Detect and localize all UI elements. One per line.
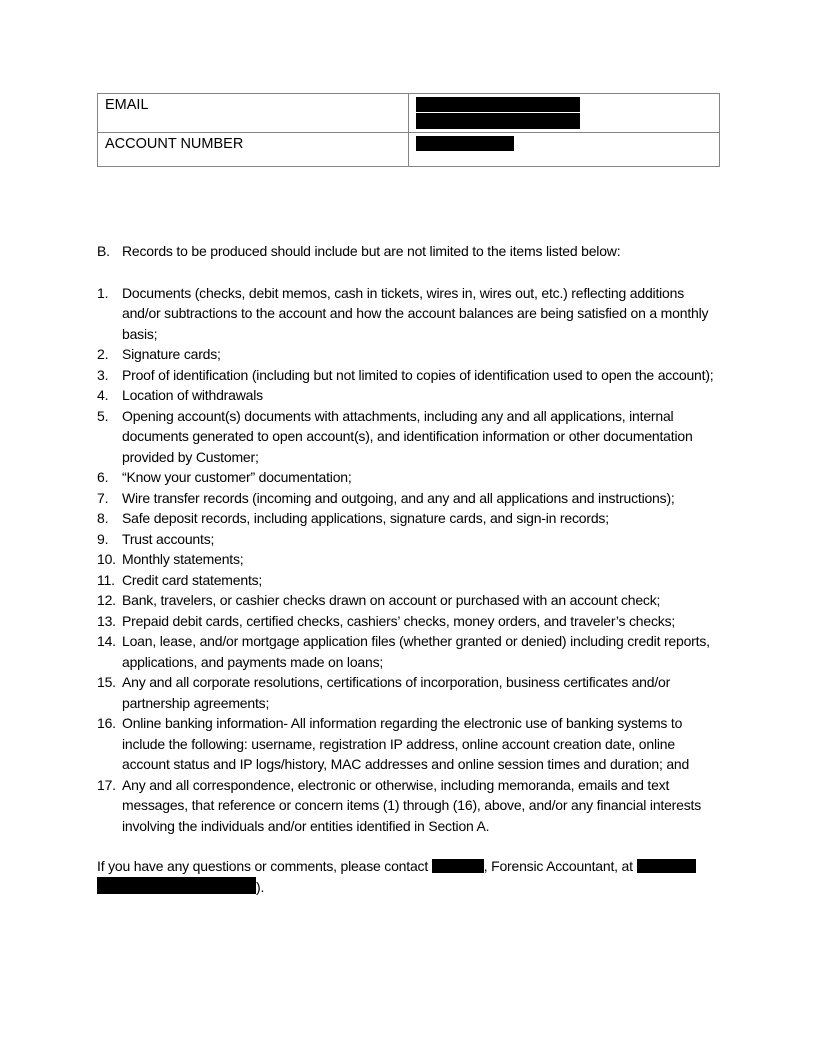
list-item-5 [97,406,720,468]
email-value-cell [409,94,720,133]
list-item-text: Safe deposit records, including applications, signature cards, and sign-in records; [122,510,609,526]
list-item-3 [97,365,720,386]
list-item-number: 5. [97,407,109,424]
closing-text-part1: If you have any questions or comments, please contact [97,858,432,874]
closing-line-1 [97,856,720,877]
redaction-bar [432,859,484,873]
list-item-text: Online banking information- All information regarding the electronic use of banking systems to include the following: username, registration IP address, online account creation date, online account status and IP logs/history, MAC addresses and online session times and duration; and [122,715,690,772]
closing-text-part2: , Forensic Accountant, at [483,858,637,874]
list-item-text: Wire transfer records (incoming and outgoing, and any and all applications and instructions); [122,489,675,506]
list-item-17 [97,775,720,837]
list-item-text: Opening account(s) documents with attachments, including any and all applications, internal documents generated to open account(s), and identification information or other documentation provided by Customer; [122,407,693,465]
redaction-bar [97,877,256,894]
list-item-text: Loan, lease, and/or mortgage application files (whether granted or denied) including credit reports, applications, and payments made on loans; [122,633,710,670]
list-item-number: 15. [97,674,116,690]
table-row-email [98,94,720,133]
closing-line-2 [97,877,720,898]
list-item-2 [97,344,720,365]
account-number-value-cell [409,133,720,167]
list-item-number: 8. [97,510,109,526]
list-item-15 [97,672,720,713]
redaction-bar [637,859,696,873]
list-item-number: 14. [97,633,116,649]
list-item-8 [97,508,720,529]
section-b-heading [97,241,720,262]
list-item-1 [97,283,720,345]
list-item-text: Signature cards; [122,346,221,362]
list-item-12 [97,590,720,611]
list-item-number: 7. [97,489,109,506]
list-item-number: 9. [97,530,109,547]
list-item-text: Location of withdrawals [122,387,263,403]
redaction-bar [416,136,514,151]
list-item-text: “Know your customer” documentation; [122,469,352,485]
list-item-text: Proof of identification (including but not limited to copies of identification used to open the account); [122,366,714,383]
list-item-6 [97,467,720,488]
list-item-16 [97,713,720,775]
email-label-cell [98,94,409,133]
section-b-text: Records to be produced should include but are not limited to the items listed below: [122,243,621,259]
closing-text-suffix: ). [256,878,265,895]
account-number-label: ACCOUNT NUMBER [105,136,244,152]
email-label: EMAIL [105,97,149,113]
list-item-number: 17. [97,776,116,793]
list-item-number: 3. [97,366,109,383]
list-item-text: Any and all corporate resolutions, certifications of incorporation, business certificates and/or partnership agreements; [122,674,671,711]
list-item-number: 2. [97,346,109,362]
list-item-number: 16. [97,715,116,731]
records-list [97,283,720,837]
list-item-number: 13. [97,612,116,629]
list-item-text: Documents (checks, debit memos, cash in tickets, wires in, wires out, etc.) reflecting additions and/or subtractions to the account and how the account balances are being satisfied on a monthly basis; [122,284,709,342]
list-item-number: 1. [97,284,109,301]
list-item-text: Any and all correspondence, electronic or otherwise, including memoranda, emails and text messages, that reference or concern items (1) through (16), above, and/or any financial interests involving the individuals and/or entities identified in Section A. [122,776,702,834]
list-item-14 [97,631,720,672]
list-item-text: Bank, travelers, or cashier checks drawn on account or purchased with an account check; [122,592,661,608]
closing-paragraph [97,856,720,897]
list-item-text: Prepaid debit cards, certified checks, cashiers’ checks, money orders, and traveler’s checks; [122,612,676,629]
list-item-10 [97,549,720,570]
list-item-text: Trust accounts; [122,530,215,547]
list-item-number: 10. [97,551,116,567]
list-item-number: 6. [97,469,109,485]
account-number-label-cell [98,133,409,167]
redaction-bar [416,97,580,112]
list-item-9 [97,529,720,550]
table-row-account-number [98,133,720,167]
list-item-number: 11. [97,571,115,588]
list-item-11 [97,570,720,591]
redaction-bar [416,113,580,129]
list-item-number: 12. [97,592,116,608]
list-item-7 [97,488,720,509]
section-b-marker: B. [97,243,110,259]
list-item-text: Monthly statements; [122,551,244,567]
list-item-13 [97,611,720,632]
account-info-table [97,93,720,167]
list-item-text: Credit card statements; [122,571,263,588]
list-item-4 [97,385,720,406]
list-item-number: 4. [97,387,109,403]
